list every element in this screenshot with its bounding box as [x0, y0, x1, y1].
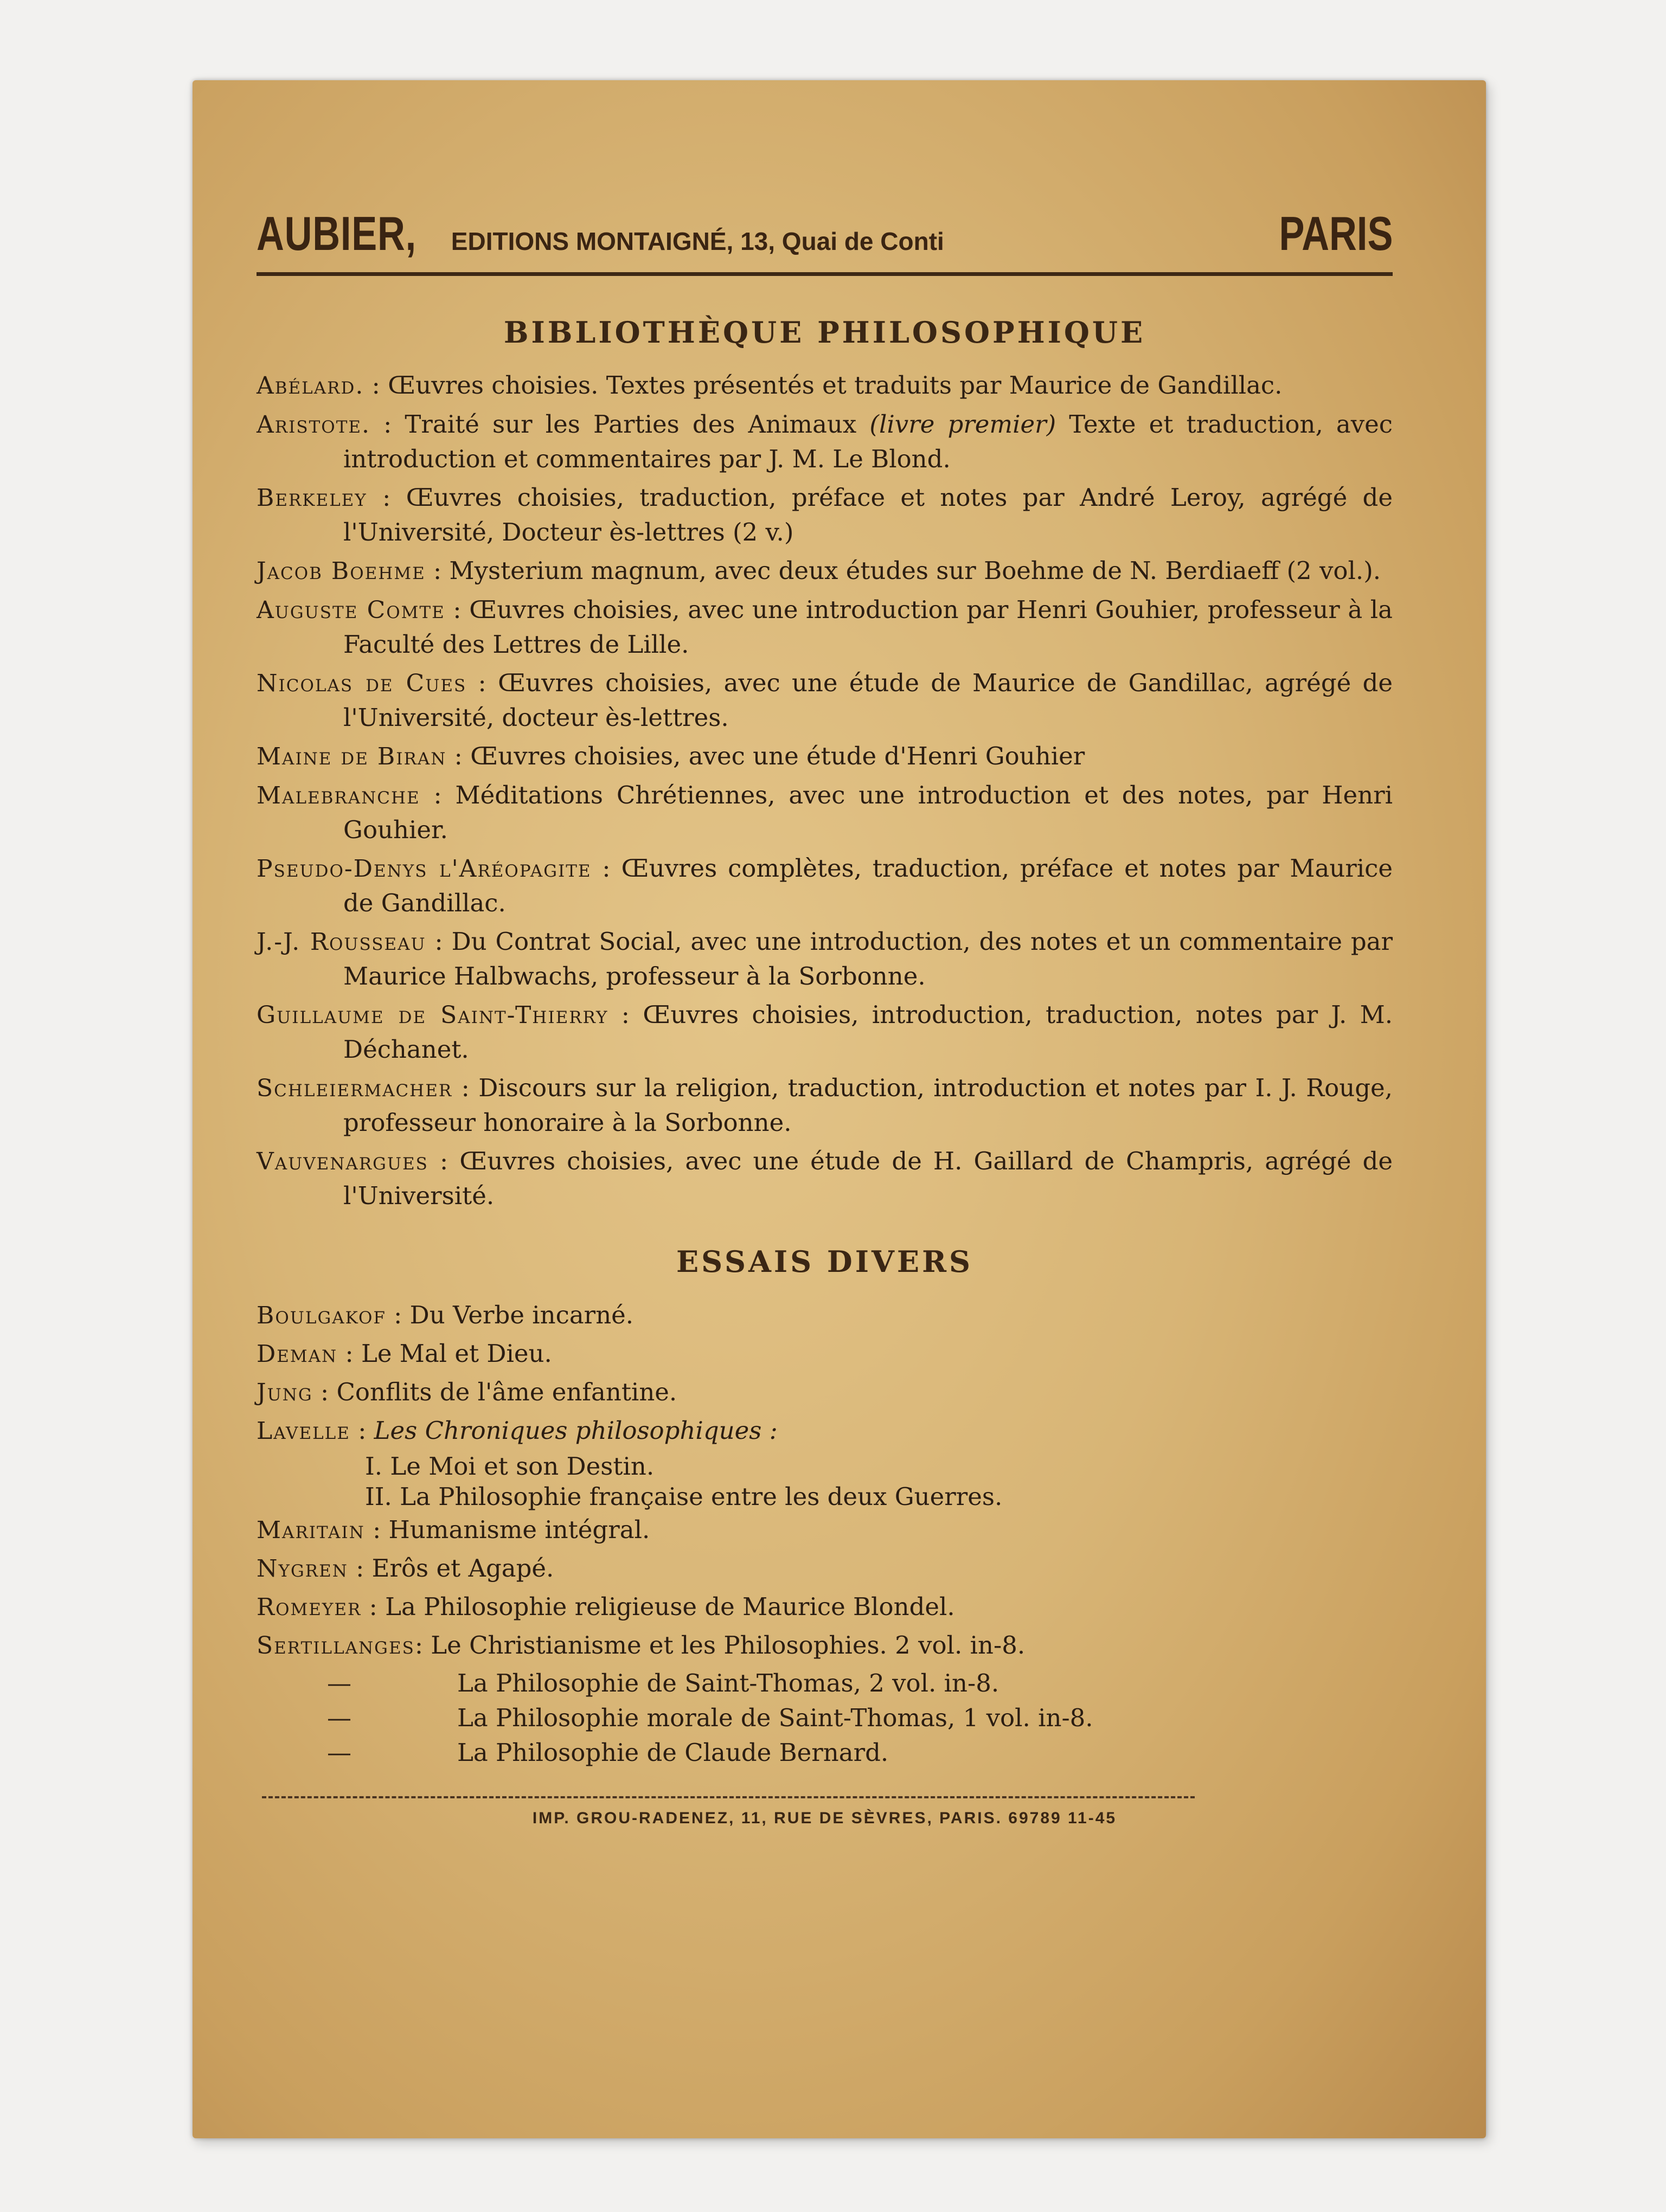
author-name: Romeyer — [257, 1593, 362, 1621]
sub-item: II. La Philosophie française entre les deux Guerres. — [365, 1482, 1003, 1511]
work-title: La Philosophie de Saint-Thomas, 2 vol. in-8. — [457, 1669, 999, 1697]
author-name: Nygren — [257, 1555, 348, 1583]
author-name: Malebranche — [257, 782, 420, 809]
work-description: Œuvres choisies, introduction, traduction, notes par J. M. Déchanet. — [343, 1000, 1393, 1064]
work-italic-note: (livre premier) — [869, 410, 1056, 439]
author-name: Berkeley — [257, 484, 367, 512]
list-item: Romeyer : La Philosophie religieuse de Maurice Blondel. — [257, 1592, 955, 1621]
author-name: J.-J. Rousseau — [257, 928, 426, 956]
author-name: Schleiermacher — [257, 1075, 453, 1102]
work-description-cont: Texte et traduction, avec introduction et commentaires par J. M. Le Blond. — [343, 410, 1393, 473]
author-name: Nicolas de Cues — [257, 670, 467, 697]
work-description: Œuvres complètes, traduction, préface et notes par Maurice de Gandillac. — [343, 854, 1393, 917]
publisher-city: PARIS — [1279, 207, 1393, 260]
work-description: Œuvres choisies, avec une étude de H. Gaillard de Champris, agrégé de l'Université. — [343, 1147, 1393, 1210]
author-name: Lavelle — [257, 1417, 350, 1445]
author-name: Deman — [257, 1340, 338, 1368]
work-description: Œuvres choisies. Textes présentés et traduits par Maurice de Gandillac. — [388, 371, 1283, 400]
author-name: Pseudo-Denys l'Aréopagite — [257, 855, 592, 883]
catalog-page — [257, 206, 1393, 1828]
work-description: Traité sur les Parties des Animaux — [405, 410, 870, 439]
list-item — [257, 1666, 1393, 1701]
bibliotheque-list — [257, 368, 1393, 1213]
publisher-header — [257, 206, 1393, 261]
printer-imprint: IMP. GROU-RADENEZ, 11, RUE DE SÈVRES, PARIS. 69789 11-45 — [532, 1809, 1117, 1827]
ditto-dash: — — [327, 1738, 351, 1767]
author-name: Maritain — [257, 1516, 365, 1544]
list-item: Berkeley : Œuvres choisies, traduction, préface et notes par André Leroy, agrégé de l'Université, Docteur ès-lettres (2 v.) — [257, 483, 1393, 546]
list-item: Lavelle : Les Chroniques philosophiques : — [257, 1416, 778, 1445]
list-item: Jung : Conflits de l'âme enfantine. — [257, 1378, 677, 1406]
section-title-bibliotheque: BIBLIOTHÈQUE PHILOSOPHIQUE — [503, 315, 1146, 350]
work-description: Œuvres choisies, avec une étude de Maurice de Gandillac, agrégé de l'Université, docteur ès-lettres. — [343, 668, 1393, 732]
work-description: Œuvres choisies, avec une étude d'Henri Gouhier — [470, 742, 1085, 770]
work-title: La Philosophie morale de Saint-Thomas, 1 vol. in-8. — [457, 1703, 1093, 1732]
ditto-dash: — — [327, 1703, 351, 1732]
work-description: Mysterium magnum, avec deux études sur Boehme de N. Berdiaeff (2 vol.). — [449, 556, 1381, 585]
header-rule — [257, 272, 1393, 276]
author-name: Abélard. — [257, 372, 364, 400]
author-name: Boulgakof — [257, 1302, 386, 1329]
list-item: J.-J. Rousseau : Du Contrat Social, avec une introduction, des notes et un commentaire par Maurice Halbwachs, professeur à la Sorbonne. — [257, 927, 1393, 991]
list-item: Guillaume de Saint-Thierry : Œuvres choisies, introduction, traduction, notes par J. M. Déchanet. — [257, 1000, 1393, 1064]
list-item: Jacob Boehme : Mysterium magnum, avec deux études sur Boehme de N. Berdiaeff (2 vol.). — [257, 556, 1381, 585]
list-item: Abélard. : Œuvres choisies. Textes présentés et traduits par Maurice de Gandillac. — [257, 371, 1283, 400]
list-item: Boulgakof : Du Verbe incarné. — [257, 1301, 634, 1329]
author-name: Aristote. — [257, 411, 370, 439]
work-title: Le Mal et Dieu. — [361, 1339, 552, 1368]
author-name: Sertillanges — [257, 1632, 415, 1660]
sub-item: I. Le Moi et son Destin. — [365, 1452, 655, 1481]
list-item: Nicolas de Cues : Œuvres choisies, avec une étude de Maurice de Gandillac, agrégé de l'Université, docteur ès-lettres. — [257, 668, 1393, 732]
list-item: Maine de Biran : Œuvres choisies, avec une étude d'Henri Gouhier — [257, 742, 1085, 770]
list-item: Vauvenargues : Œuvres choisies, avec une étude de H. Gaillard de Champris, agrégé de l'Université. — [257, 1147, 1393, 1210]
publisher-name: AUBIER, — [257, 207, 417, 260]
work-title: La Philosophie religieuse de Maurice Blondel. — [385, 1592, 955, 1621]
work-title: Erôs et Agapé. — [371, 1554, 554, 1583]
list-item — [257, 1701, 1393, 1735]
essais-list — [257, 1297, 1393, 1770]
footer-rule — [262, 1796, 1195, 1798]
work-title: Le Christianisme et les Philosophies. 2 vol. in-8. — [431, 1631, 1026, 1660]
list-item: Sertillanges: Le Christianisme et les Philosophies. 2 vol. in-8. — [257, 1631, 1026, 1660]
list-item: Deman : Le Mal et Dieu. — [257, 1339, 552, 1368]
work-description: Œuvres choisies, traduction, préface et notes par André Leroy, agrégé de l'Université, Docteur ès-lettres (2 v.) — [343, 483, 1393, 546]
author-name: Maine de Biran — [257, 743, 447, 770]
author-name: Guillaume de Saint-Thierry — [257, 1001, 608, 1029]
publisher-address: EDITIONS MONTAIGNÉ, 13, Quai de Conti — [451, 227, 944, 255]
work-description: Discours sur la religion, traduction, introduction et notes par I. J. Rouge, professeur honoraire à la Sorbonne. — [343, 1073, 1393, 1137]
ditto-dash: — — [327, 1669, 351, 1697]
author-name: Vauvenargues — [257, 1148, 428, 1175]
work-title: Humanisme intégral. — [388, 1515, 650, 1544]
author-name: Auguste Comte — [257, 596, 445, 624]
author-name: Jung — [257, 1379, 313, 1406]
list-item: Aristote. : Traité sur les Parties des Animaux (livre premier) Texte et traduction, avec introduction et commentaires par J. M. Le Blond. — [257, 410, 1393, 473]
list-item: Auguste Comte : Œuvres choisies, avec une introduction par Henri Gouhier, professeur à la Faculté des Lettres de Lille. — [257, 595, 1393, 659]
work-title: Les Chroniques philosophiques : — [374, 1416, 778, 1445]
work-title: Conflits de l'âme enfantine. — [336, 1378, 677, 1406]
list-item: Nygren : Erôs et Agapé. — [257, 1554, 554, 1583]
work-title: Du Verbe incarné. — [409, 1301, 634, 1329]
work-description: Du Contrat Social, avec une introduction, des notes et un commentaire par Maurice Halbwachs, professeur à la Sorbonne. — [343, 927, 1393, 991]
work-title: La Philosophie de Claude Bernard. — [457, 1738, 889, 1767]
author-name: Jacob Boehme — [257, 557, 426, 585]
section-title-essais: ESSAIS DIVERS — [676, 1244, 973, 1279]
work-description: Œuvres choisies, avec une introduction par Henri Gouhier, professeur à la Faculté des Lettres de Lille. — [343, 595, 1393, 659]
work-description: Méditations Chrétiennes, avec une introduction et des notes, par Henri Gouhier. — [343, 781, 1393, 844]
list-item — [257, 1735, 1393, 1770]
list-item: Malebranche : Méditations Chrétiennes, avec une introduction et des notes, par Henri Gouhier. — [257, 781, 1393, 844]
list-item: Maritain : Humanisme intégral. — [257, 1515, 650, 1544]
list-item: Pseudo-Denys l'Aréopagite : Œuvres complètes, traduction, préface et notes par Maurice de Gandillac. — [257, 854, 1393, 917]
list-item: Schleiermacher : Discours sur la religion, traduction, introduction et notes par I. J. Rouge, professeur honoraire à la Sorbonne. — [257, 1073, 1393, 1137]
